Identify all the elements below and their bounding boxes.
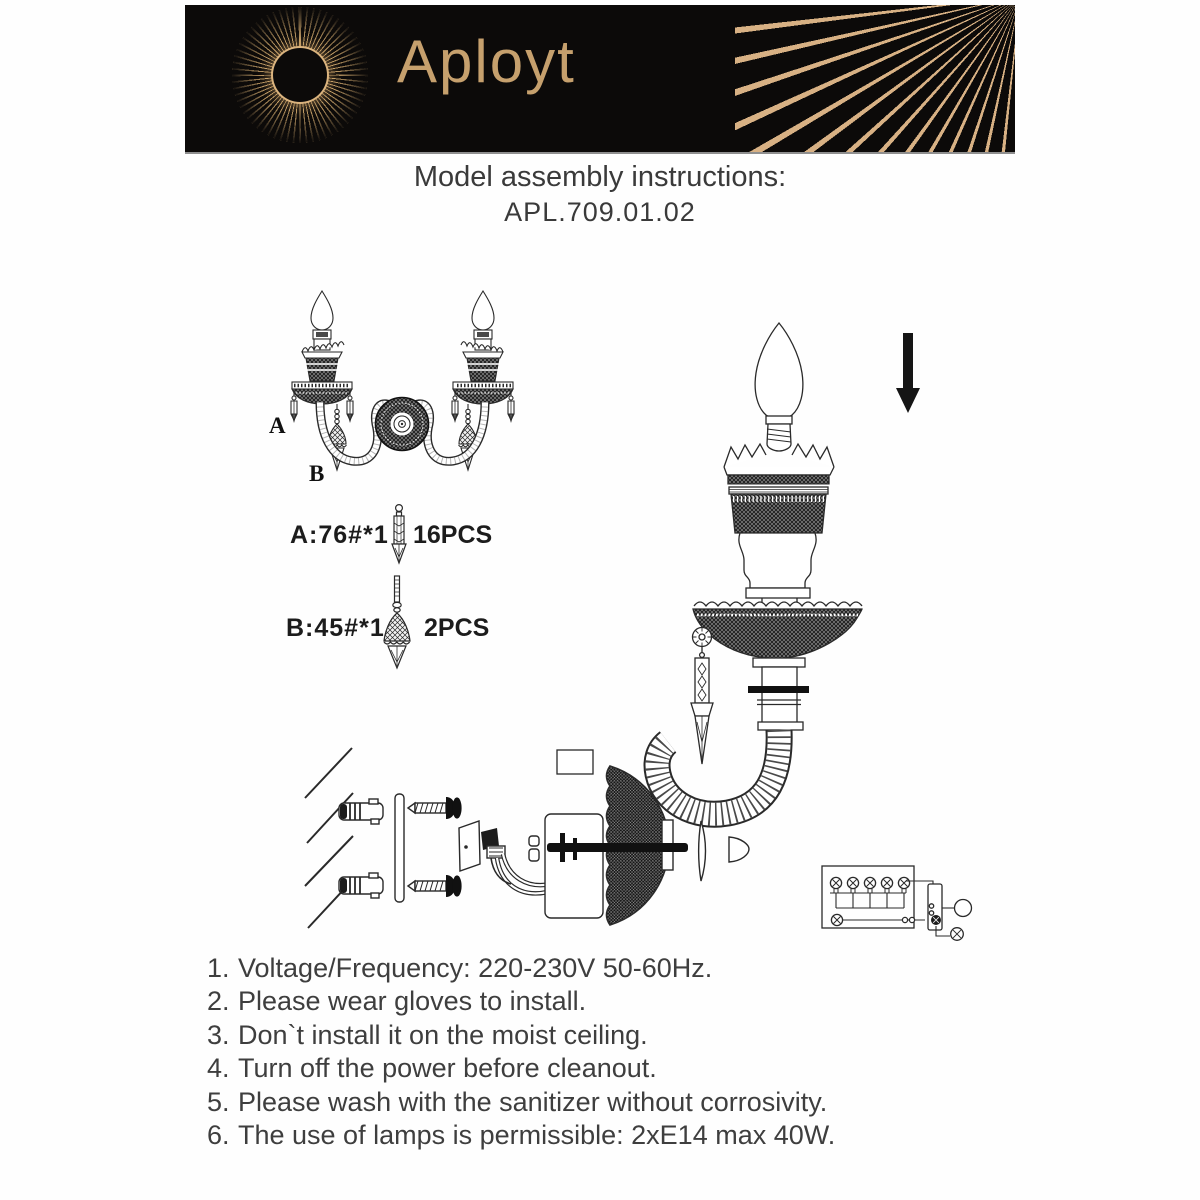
sconce-front-view <box>269 291 514 486</box>
part-b-code: B:45#*1 <box>286 614 385 642</box>
exploded-wall-mounting <box>305 748 749 928</box>
page-title: Model assembly instructions: <box>413 161 787 193</box>
part-a-icon <box>392 505 406 563</box>
brand-wordmark: Aployt <box>397 28 576 95</box>
brand-banner <box>185 5 1015 154</box>
model-number: APL.709.01.02 <box>504 197 696 227</box>
part-a-code: A:76#*1 <box>290 521 389 549</box>
junction-square <box>557 750 593 774</box>
rod-nut-drawing <box>529 836 539 861</box>
instruction-text: Turn off the power before cleanout. <box>238 1053 657 1084</box>
instruction-item <box>207 1020 835 1053</box>
instruction-number: 5. <box>207 1086 230 1117</box>
screw-drawing <box>408 875 462 897</box>
wall-plate-drawing <box>459 821 480 871</box>
instruction-item <box>207 1120 835 1153</box>
ground-screw <box>831 914 842 925</box>
wiring-diagram <box>822 866 972 940</box>
instruction-number: 4. <box>207 1053 230 1084</box>
down-arrow-icon <box>896 333 920 413</box>
instruction-text: Please wear gloves to install. <box>238 986 587 1017</box>
output-screw <box>951 928 964 941</box>
mounting-box <box>545 814 603 918</box>
corner-rays-icon <box>735 5 1015 154</box>
instruction-text: Voltage/Frequency: 220-230V 50-60Hz. <box>238 953 713 983</box>
parts-list <box>286 505 492 668</box>
cap-drawing <box>729 837 749 862</box>
module-screw <box>931 915 941 925</box>
washer-drawing <box>699 821 706 881</box>
bobeche-drawing <box>693 602 862 658</box>
part-b-qty: 2PCS <box>424 614 490 642</box>
mounting-strip <box>395 794 404 902</box>
instruction-list <box>207 953 835 1153</box>
instruction-text: Please wash with the sanitizer without corrosivity. <box>238 1086 828 1117</box>
candle-cup-drawing <box>724 444 834 606</box>
part-b-icon <box>384 576 410 668</box>
instruction-item <box>207 953 835 986</box>
instruction-text: Don`t install it on the moist ceiling. <box>238 1019 648 1050</box>
terminal-wires-drawing <box>481 828 551 893</box>
terminal-screws <box>830 877 909 893</box>
curved-arm-drawing <box>657 730 779 814</box>
lamp-symbol <box>955 900 972 917</box>
instruction-text: The use of lamps is permissible: 2xE14 max 40W. <box>238 1119 836 1150</box>
part-a-qty: 16PCS <box>413 521 493 549</box>
wall-hatch-lines <box>305 748 353 928</box>
instruction-item <box>207 1087 835 1120</box>
column-stack-drawing <box>748 658 809 730</box>
screw-drawing <box>408 797 462 819</box>
sunburst-logo-icon <box>232 7 368 143</box>
callout-label-a: A <box>269 413 286 438</box>
instruction-number: 6. <box>207 1119 230 1150</box>
instruction-item <box>207 1053 835 1086</box>
exploded-lamp-column <box>557 323 920 814</box>
assembly-diagram <box>170 240 1030 960</box>
instruction-number: 1. <box>207 953 230 983</box>
bulb-drawing <box>755 323 803 451</box>
instruction-item <box>207 986 835 1019</box>
instruction-number: 2. <box>207 986 230 1017</box>
instruction-number: 3. <box>207 1019 230 1050</box>
wall-anchor-drawing <box>339 873 383 898</box>
callout-label-b: B <box>309 461 325 486</box>
sunburst-core <box>273 48 327 102</box>
wall-anchor-drawing <box>339 799 383 824</box>
pendant-crystal-drawing <box>691 628 713 765</box>
